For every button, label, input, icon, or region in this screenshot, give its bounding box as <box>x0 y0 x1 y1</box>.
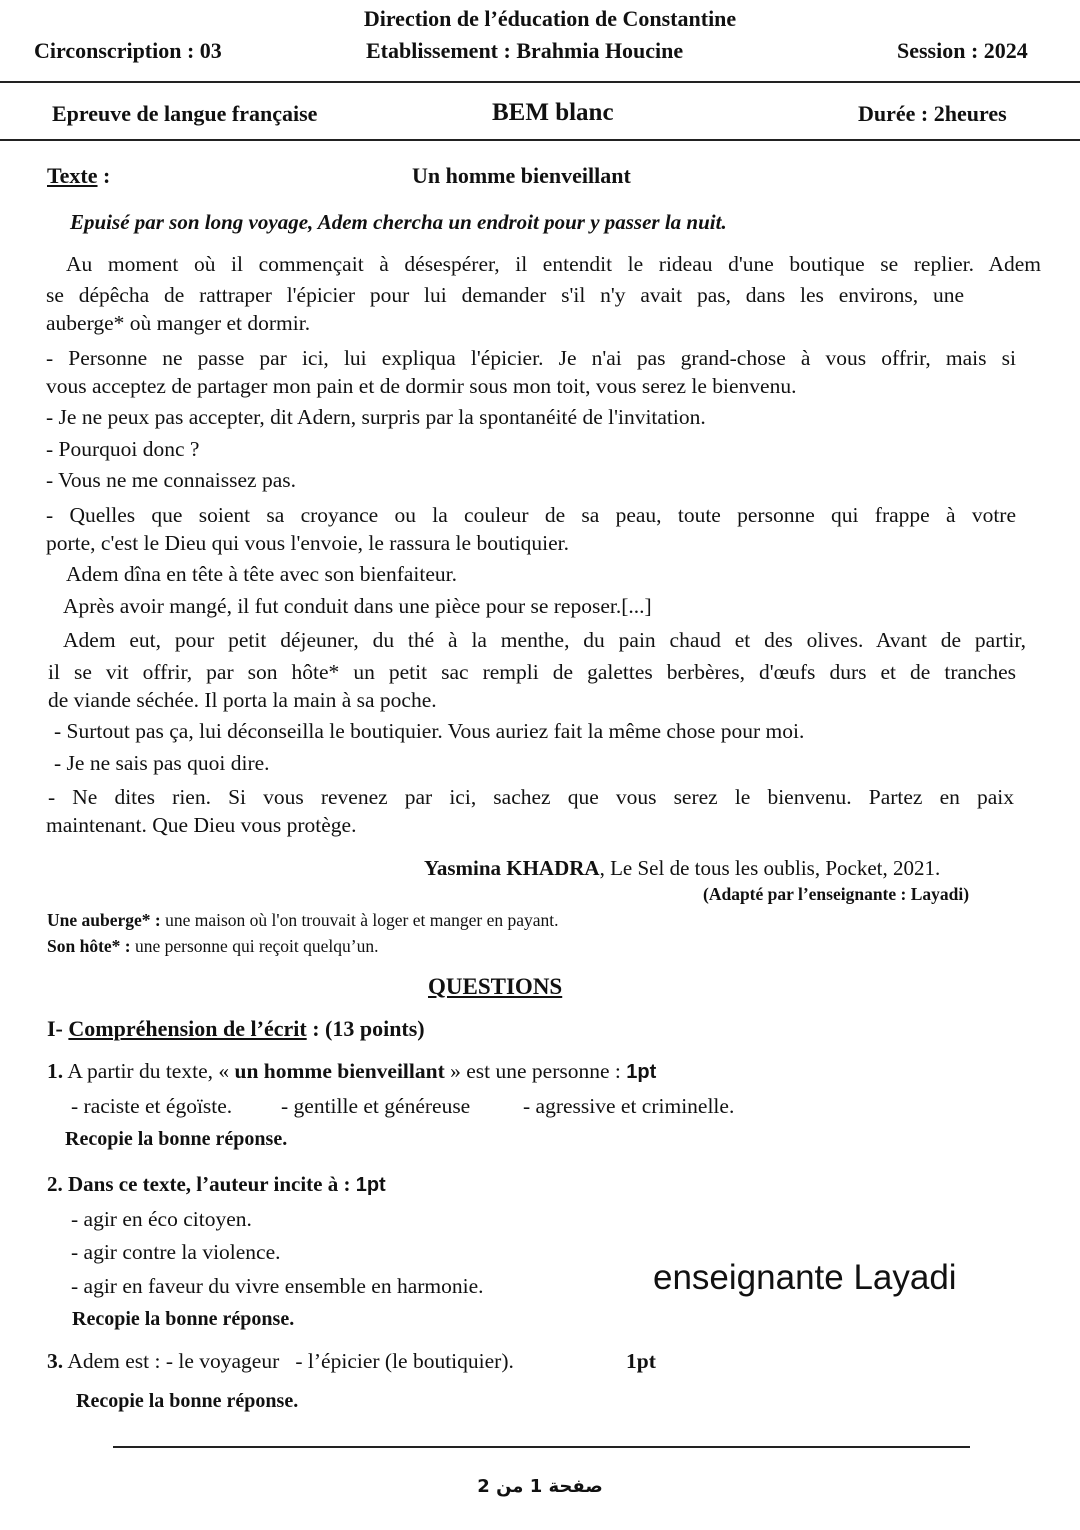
page-number: صفحة 1 من 2 <box>477 1476 603 1497</box>
text-title: Un homme bienveillant <box>412 163 631 188</box>
epreuve: Epreuve de langue française <box>52 101 318 126</box>
question-1-instruction: Recopie la bonne réponse. <box>65 1128 288 1150</box>
footnote-auberge: Une auberge* : une maison où l'on trouvait à loger et manger en payant. <box>47 910 559 930</box>
text-adapted: (Adapté par l’enseignante : Layadi) <box>703 884 970 904</box>
text-line: - Pourquoi donc ? <box>46 437 200 461</box>
question-3: 3. Adem est : - le voyageur - l’épicier (le boutiquier). <box>47 1349 514 1373</box>
header-rule-top <box>0 81 1080 83</box>
question-2-option: - agir en éco citoyen. <box>71 1207 252 1231</box>
text-line: maintenant. Que Dieu vous protège. <box>46 813 357 837</box>
text-line: auberge* où manger et dormir. <box>46 311 311 335</box>
etablissement: Etablissement : Brahmia Houcine <box>366 38 684 63</box>
text-line: - Vous ne me connaissez pas. <box>46 468 296 492</box>
text-line: Après avoir mangé, il fut conduit dans une pièce pour se reposer.[...] <box>63 594 652 618</box>
question-1-option: - raciste et égoïste. <box>71 1094 233 1118</box>
question-3-instruction: Recopie la bonne réponse. <box>76 1390 299 1412</box>
text-line: porte, c'est le Dieu qui vous l'envoie, le rassura le boutiquier. <box>46 531 570 555</box>
text-line: - Surtout pas ça, lui déconseilla le boutiquier. Vous auriez fait la même chose pour moi. <box>54 719 805 743</box>
question-1: 1. A partir du texte, « un homme bienveillant » est une personne : 1pt <box>47 1059 657 1083</box>
question-2-option: - agir en faveur du vivre ensemble en harmonie. <box>71 1274 484 1298</box>
watermark-text: enseignante Layadi <box>653 1258 957 1297</box>
bem-title: BEM blanc <box>492 99 614 126</box>
question-3-points: 1pt <box>626 1349 656 1373</box>
text-line: - Je ne sais pas quoi dire. <box>54 751 270 775</box>
question-1-option: - gentille et généreuse <box>281 1094 471 1118</box>
text-line: - Ne dites rien. Si vous revenez par ici, sachez que vous serez le bienvenu. Partez en paix <box>48 785 1014 809</box>
text-line: - Quelles que soient sa croyance ou la couleur de sa peau, toute personne qui frappe à votre <box>46 503 1016 527</box>
text-line: se dépêcha de rattraper l'épicier pour lui demander s'il n'y avait pas, dans les environs, une <box>46 283 964 307</box>
text-line: Adem eut, pour petit déjeuner, du thé à la menthe, du pain chaud et des olives. Avant de partir, <box>63 628 1026 652</box>
direction-title: Direction de l’éducation de Constantine <box>363 6 737 31</box>
footer-rule <box>113 1446 970 1448</box>
question-2: 2. Dans ce texte, l’auteur incite à : 1pt <box>47 1172 386 1196</box>
text-label: Texte : <box>47 163 111 188</box>
question-2-option: - agir contre la violence. <box>71 1240 281 1264</box>
text-source: Yasmina KHADRA, Le Sel de tous les oublis, Pocket, 2021. <box>424 856 941 880</box>
text-line: - Personne ne passe par ici, lui expliqua l'épicier. Je n'ai pas grand-chose à vous offrir, mais si <box>46 346 1016 370</box>
circonscription: Circonscription : 03 <box>34 38 222 63</box>
section-comprehension: I- Compréhension de l’écrit : (13 points) <box>47 1016 425 1041</box>
text-line: Au moment où il commençait à désespérer, il entendit le rideau d'une boutique se replier. Adem <box>66 252 1041 276</box>
text-line: vous acceptez de partager mon pain et de dormir sous mon toit, vous serez le bienvenu. <box>46 374 797 398</box>
text-line: de viande séchée. Il porta la main à sa poche. <box>48 688 437 712</box>
text-line: Adem dîna en tête à tête avec son bienfaiteur. <box>66 562 458 586</box>
duree: Durée : 2heures <box>858 101 1007 126</box>
question-2-instruction: Recopie la bonne réponse. <box>72 1308 295 1330</box>
question-1-option: - agressive et criminelle. <box>523 1094 735 1118</box>
header-rule-bottom <box>0 139 1080 141</box>
text-line: il se vit offrir, par son hôte* un petit sac rempli de galettes berbères, d'œufs durs et de tranches <box>48 660 1016 684</box>
questions-heading: QUESTIONS <box>428 974 563 999</box>
text-intro: Epuisé par son long voyage, Adem chercha un endroit pour y passer la nuit. <box>70 210 727 234</box>
session: Session : 2024 <box>897 38 1028 63</box>
footnote-hote: Son hôte* : une personne qui reçoit quelqu’un. <box>47 936 379 956</box>
text-line: - Je ne peux pas accepter, dit Adern, surpris par la spontanéité de l'invitation. <box>46 405 706 429</box>
